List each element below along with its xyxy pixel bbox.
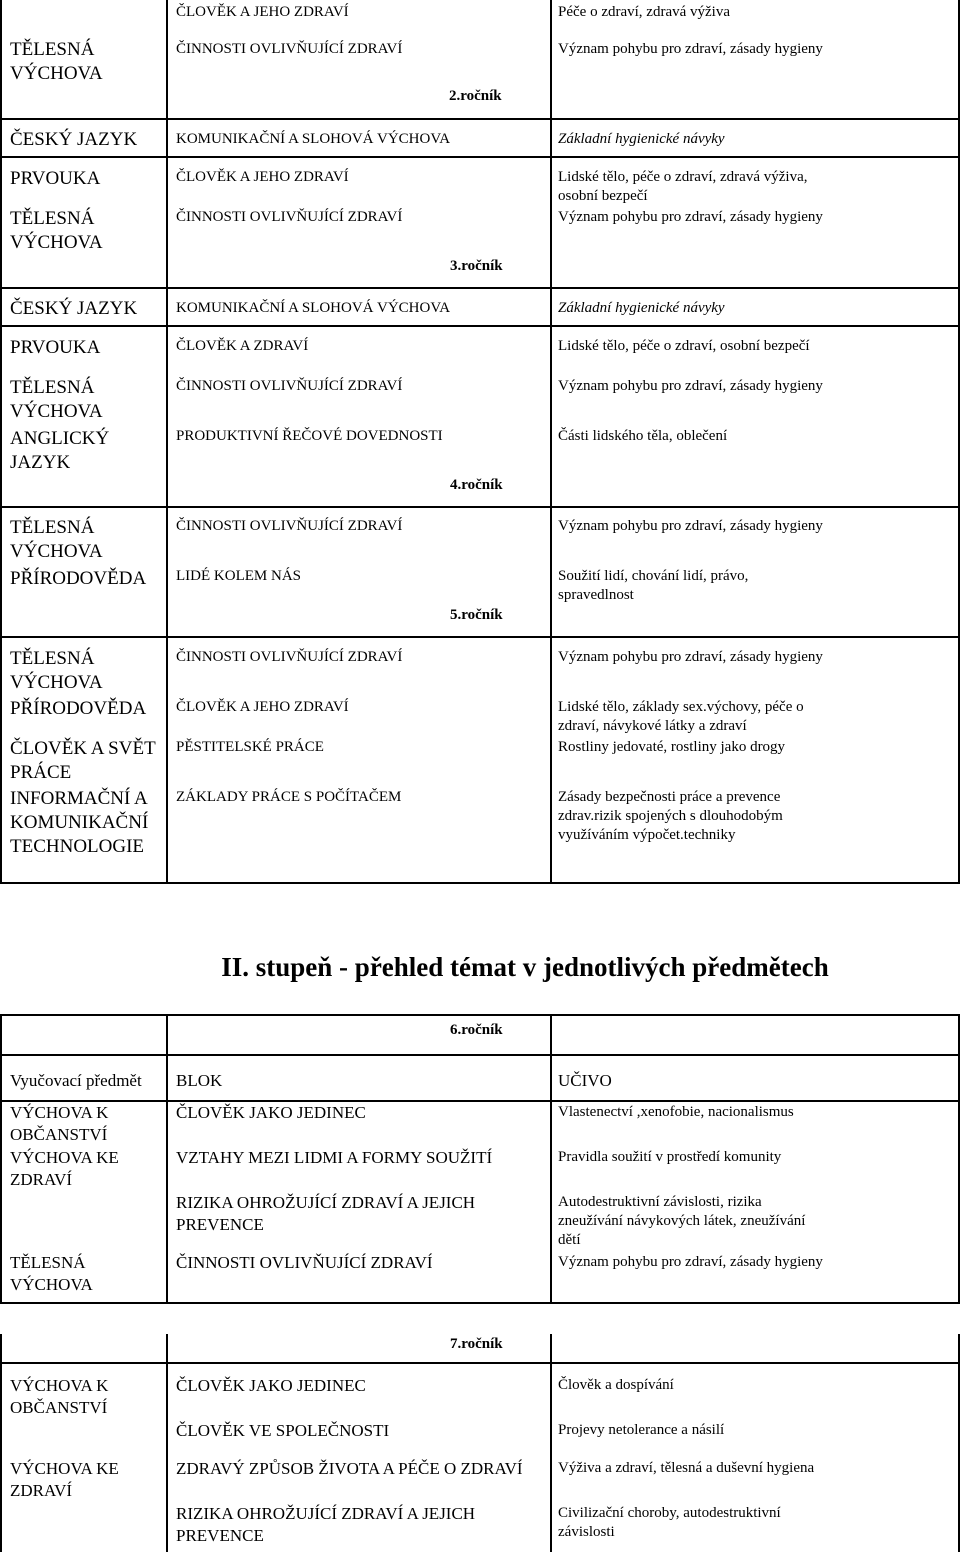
subject-cell: TĚLESNÁ VÝCHOVA <box>10 1253 93 1294</box>
subject-cell: ČLOVĚK A SVĚT PRÁCE <box>10 738 156 783</box>
topic-cell: Význam pohybu pro zdraví, zásady hygieny <box>558 1254 823 1270</box>
subject-cell: TĚLESNÁ VÝCHOVA <box>10 517 103 562</box>
topic-cell: Lidské tělo, základy sex.výchovy, péče o zdraví, návykové látky a zdraví <box>558 699 804 734</box>
block-cell: RIZIKA OHROŽUJÍCÍ ZDRAVÍ A JEJICH PREVENCE <box>176 1504 476 1545</box>
topic-cell: Péče o zdraví, zdravá výživa <box>558 4 730 20</box>
subject-cell: TĚLESNÁ VÝCHOVA <box>10 648 103 693</box>
subject-cell: TĚLESNÁ VÝCHOVA <box>10 208 103 253</box>
block-cell: ČLOVĚK A ZDRAVÍ <box>176 338 309 354</box>
topic-cell: Lidské tělo, péče o zdraví, osobní bezpečí <box>558 338 810 354</box>
subject-cell: INFORMAČNÍ A KOMUNIKAČNÍ TECHNOLOGIE <box>10 788 149 857</box>
subject-cell: VÝCHOVA KE ZDRAVÍ <box>10 1459 119 1500</box>
topic-cell: Výživa a zdraví, tělesná a duševní hygiena <box>558 1460 815 1476</box>
topic-cell: Autodestruktivní závislosti, rizika zneužívání návykových látek, zneužívání dětí <box>558 1194 806 1248</box>
topic-cell: Soužití lidí, chování lidí, právo, spravedlnost <box>558 568 749 603</box>
subject-cell: ČESKÝ JAZYK <box>10 298 138 319</box>
grade-label: 6.ročník <box>450 1022 503 1038</box>
block-cell: LIDÉ KOLEM NÁS <box>176 568 301 584</box>
subject-cell: TĚLESNÁ VÝCHOVA <box>10 377 103 422</box>
topic-cell: Význam pohybu pro zdraví, zásady hygieny <box>558 518 823 534</box>
block-cell: ČLOVĚK VE SPOLEČNOSTI <box>176 1421 390 1440</box>
topic-cell: Význam pohybu pro zdraví, zásady hygieny <box>558 649 823 665</box>
subject-cell: PRVOUKA <box>10 168 101 189</box>
topic-cell: Rostliny jedovaté, rostliny jako drogy <box>558 739 786 755</box>
block-cell: KOMUNIKAČNÍ A SLOHOVÁ VÝCHOVA <box>176 131 451 147</box>
block-cell: PRODUKTIVNÍ ŘEČOVÉ DOVEDNOSTI <box>176 428 443 444</box>
grade-label: 3.ročník <box>450 258 503 274</box>
block-cell: ČINNOSTI OVLIVŇUJÍCÍ ZDRAVÍ <box>176 1253 433 1272</box>
block-cell: ČINNOSTI OVLIVŇUJÍCÍ ZDRAVÍ <box>176 378 403 394</box>
grade-label: 7.ročník <box>450 1336 503 1352</box>
topic-cell: Lidské tělo, péče o zdraví, zdravá výživa, osobní bezpečí <box>558 169 808 204</box>
topic-cell: Zásady bezpečnosti práce a prevence zdrav.rizik spojených s dlouhodobým využíváním výpočet.techniky <box>558 789 783 843</box>
block-cell: ČLOVĚK A JEHO ZDRAVÍ <box>176 4 349 20</box>
subject-cell: PŘÍRODOVĚDA <box>10 568 147 589</box>
block-cell: ČINNOSTI OVLIVŇUJÍCÍ ZDRAVÍ <box>176 649 403 665</box>
block-cell: VZTAHY MEZI LIDMI A FORMY SOUŽITÍ <box>176 1148 493 1167</box>
topic-cell: Význam pohybu pro zdraví, zásady hygieny <box>558 41 823 57</box>
grade-label: 5.ročník <box>450 607 503 623</box>
block-cell: RIZIKA OHROŽUJÍCÍ ZDRAVÍ A JEJICH PREVENCE <box>176 1193 476 1234</box>
table-grade-7 <box>0 1334 960 1552</box>
subject-cell: VÝCHOVA K OBČANSTVÍ <box>10 1103 109 1144</box>
topic-cell: Význam pohybu pro zdraví, zásady hygieny <box>558 378 823 394</box>
header-subject: Vyučovací předmět <box>10 1071 142 1090</box>
grade-label: 2.ročník <box>449 88 502 104</box>
subject-cell: VÝCHOVA KE ZDRAVÍ <box>10 1148 119 1189</box>
subject-cell: PRVOUKA <box>10 337 101 358</box>
topic-cell: Vlastenectví ,xenofobie, nacionalismus <box>558 1104 794 1120</box>
block-cell: ZÁKLADY PRÁCE S POČÍTAČEM <box>176 789 402 805</box>
grade-label: 4.ročník <box>450 477 503 493</box>
block-cell: ČLOVĚK A JEHO ZDRAVÍ <box>176 699 349 715</box>
table-grade-6 <box>0 1014 960 1304</box>
subject-cell: TĚLESNÁ VÝCHOVA <box>10 39 103 84</box>
subject-cell: PŘÍRODOVĚDA <box>10 698 147 719</box>
subject-cell: ČESKÝ JAZYK <box>10 129 138 150</box>
topic-cell: Základní hygienické návyky <box>558 300 725 316</box>
topic-cell: Význam pohybu pro zdraví, zásady hygieny <box>558 209 823 225</box>
block-cell: ČLOVĚK JAKO JEDINEC <box>176 1103 366 1122</box>
block-cell: ČINNOSTI OVLIVŇUJÍCÍ ZDRAVÍ <box>176 209 403 225</box>
block-cell: KOMUNIKAČNÍ A SLOHOVÁ VÝCHOVA <box>176 300 451 316</box>
block-cell: ZDRAVÝ ZPŮSOB ŽIVOTA A PÉČE O ZDRAVÍ <box>176 1459 523 1478</box>
block-cell: ČLOVĚK JAKO JEDINEC <box>176 1376 366 1395</box>
block-cell: PĚSTITELSKÉ PRÁCE <box>176 739 324 755</box>
subject-cell: VÝCHOVA K OBČANSTVÍ <box>10 1376 109 1417</box>
topic-cell: Člověk a dospívání <box>558 1377 674 1393</box>
topic-cell: Části lidského těla, oblečení <box>558 428 728 444</box>
topic-cell: Projevy netolerance a násilí <box>558 1422 725 1438</box>
subject-cell: ANGLICKÝ JAZYK <box>10 428 110 473</box>
header-block: BLOK <box>176 1071 223 1090</box>
block-cell: ČINNOSTI OVLIVŇUJÍCÍ ZDRAVÍ <box>176 41 403 57</box>
topic-cell: Základní hygienické návyky <box>558 131 725 147</box>
block-cell: ČINNOSTI OVLIVŇUJÍCÍ ZDRAVÍ <box>176 518 403 534</box>
block-cell: ČLOVĚK A JEHO ZDRAVÍ <box>176 169 349 185</box>
header-topic: UČIVO <box>558 1071 612 1090</box>
topic-cell: Civilizační choroby, autodestruktivní závislosti <box>558 1505 781 1540</box>
topic-cell: Pravidla soužití v prostředí komunity <box>558 1149 782 1165</box>
section-heading: II. stupeň - přehled témat v jednotlivých předmětech <box>221 952 829 982</box>
